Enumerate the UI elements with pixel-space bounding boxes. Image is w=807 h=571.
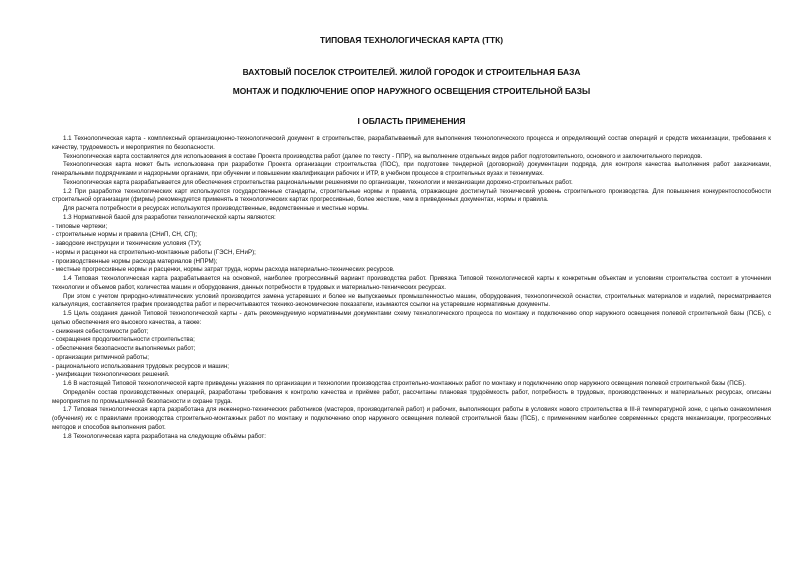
- paragraph-1-5: 1.5 Цель создания данной Типовой технологической карты - дать рекомендуемую нормативными документами схему технологического процесса по монтажу и подключению опор наружного освещения полевой строительной базы (ПСБ), с целью обеспечения его высокого качества, а также:: [52, 310, 771, 326]
- paragraph-1-7: 1.7 Типовая технологическая карта разработана для инженерно-технических работников (мастеров, производителей работ) и рабочих, выполняющих работы в условиях нового строительства в III-й температурной зоне, с целью ознакомления (обучения) их с правилами производства строительно-монтажных работ по монтажу и подключению опор наружного освещения полевой строительной базы (ПСБ), с применением наиболее современных средств механизации, прогрессивных методов и способов выполнения работ.: [52, 406, 771, 431]
- paragraph-1-1: 1.1 Технологическая карта - комплексный организационно-технологический документ в строительстве, разрабатываемый для выполнения технологического процесса и определяющий состав операций и средств механизации, требования к качеству, трудоемкость и мероприятия по безопасности.: [52, 135, 771, 151]
- paragraph-ppr: Технологическая карта составляется для использования в составе Проекта производства работ (далее по тексту - ППР), на выполнение отдельных видов работ подготовительного, основного и заключительного периодов.: [63, 152, 703, 160]
- paragraph-resources: Для расчета потребности в ресурсах используются производственные, ведомственные и местные нормы.: [63, 205, 369, 212]
- list-item: - типовые чертежи;: [52, 222, 108, 230]
- paragraph-1-4: 1.4 Типовая технологическая карта разрабатывается на основной, наиболее прогрессивный вариант производства работ. Привязка Типовой технологической карты к конкретным объектам и условиям строительства состоит в уточнении технологии и объемов работ, количества машин и оборудования, данных потребности в трудовых и материально-технических ресурсах.: [52, 275, 771, 291]
- goals-list: [52, 328, 771, 381]
- list-item: - организации ритмичной работы;: [52, 353, 149, 361]
- list-item: - сокращения продолжительности строительства;: [52, 336, 195, 344]
- list-item: - нормы и расценки на строительно-монтажные работы (ГЭСН, ЕНиР);: [52, 248, 256, 256]
- list-item: - снижения себестоимости работ;: [52, 327, 149, 335]
- list-item: - строительные нормы и правила (СНиП, СН, СП);: [52, 231, 197, 239]
- paragraph-1-3: 1.3 Нормативной базой для разработки технологической карты являются:: [63, 213, 276, 221]
- paragraph-1-2: 1.2 При разработке технологических карт используются государственные стандарты, строительные нормы и правила, отражающие достигнутый технический уровень строительного производства. Для повышения конкурентоспособности строительной организации (фирмы) рекомендуется применять в технологических картах прогрессивные, более жесткие, чем в приведенных документах, нормы и правила.: [52, 187, 771, 204]
- document-subtitle-work: МОНТАЖ И ПОДКЛЮЧЕНИЕ ОПОР НАРУЖНОГО ОСВЕЩЕНИЯ СТРОИТЕЛЬНОЙ БАЗЫ: [232, 86, 591, 96]
- paragraph-1-6: 1.6 В настоящей Типовой технологической карте приведены указания по организации и технологии производства строительно-монтажных работ по монтажу и подключению опор наружного освещения полевой строительной базы (ПСБ).: [63, 380, 746, 387]
- paragraph-purpose: Технологическая карта разрабатывается для обеспечения строительства рациональными решениями по организации, технологии и механизации дорожно-строительных работ.: [63, 178, 573, 186]
- section-heading: I ОБЛАСТЬ ПРИМЕНЕНИЯ: [357, 116, 466, 126]
- list-item: - местные прогрессивные нормы и расценки, нормы затрат труда, нормы расхода материально-технических ресурсов.: [52, 266, 395, 274]
- document-body: [52, 135, 771, 441]
- paragraph-climate: При этом с учетом природно-климатических условий производится замена устаревших и более не выпускаемых промышленностью машин, оборудования, технологической оснастки, строительных материалов и изделий, пересматривается калькуляция, составляется график производства работ и пересчитываются технико-экономические показатели, изымаются ссылки на устаревшие нормативные документы.: [52, 292, 771, 309]
- list-item: - заводские инструкции и технические условия (ТУ);: [52, 240, 202, 247]
- list-item: - обеспечения безопасности выполняемых работ;: [52, 345, 196, 352]
- list-item: - унификации технологических решений.: [52, 371, 170, 379]
- list-item: - производственные нормы расхода материалов (НПРМ);: [52, 257, 218, 265]
- paragraph-operations: Определён состав производственных операций, разработаны требования к контролю качества и приёмке работ, рассчитаны плановая трудоёмкость работ, потребность в трудовых, производственных и материальных ресурсах, описаны мероприятия по промышленной безопасности и охране труда.: [52, 388, 771, 405]
- normative-base-list: [52, 223, 771, 276]
- document-title: ТИПОВАЯ ТЕХНОЛОГИЧЕСКАЯ КАРТА (ТТК): [319, 35, 504, 45]
- paragraph-1-8: 1.8 Технологическая карта разработана на следующие объёмы работ:: [63, 432, 266, 440]
- document-subtitle-settlement: ВАХТОВЫЙ ПОСЕЛОК СТРОИТЕЛЕЙ. ЖИЛОЙ ГОРОДОК И СТРОИТЕЛЬНАЯ БАЗА: [242, 67, 581, 77]
- list-item: - рационального использования трудовых ресурсов и машин;: [52, 362, 229, 370]
- paragraph-pos: Технологическая карта может быть использована при разработке Проекта организации строительства (ПОС), при подготовке тендерной (договорной) документации подряда, для контроля качества выполнения работ заказчиками, генеральными подрядчиками и надзорными органами, при обучении и повышении квалификации рабочих и ИТР, в учебном процессе в строительных вузах и техникумах.: [52, 161, 771, 177]
